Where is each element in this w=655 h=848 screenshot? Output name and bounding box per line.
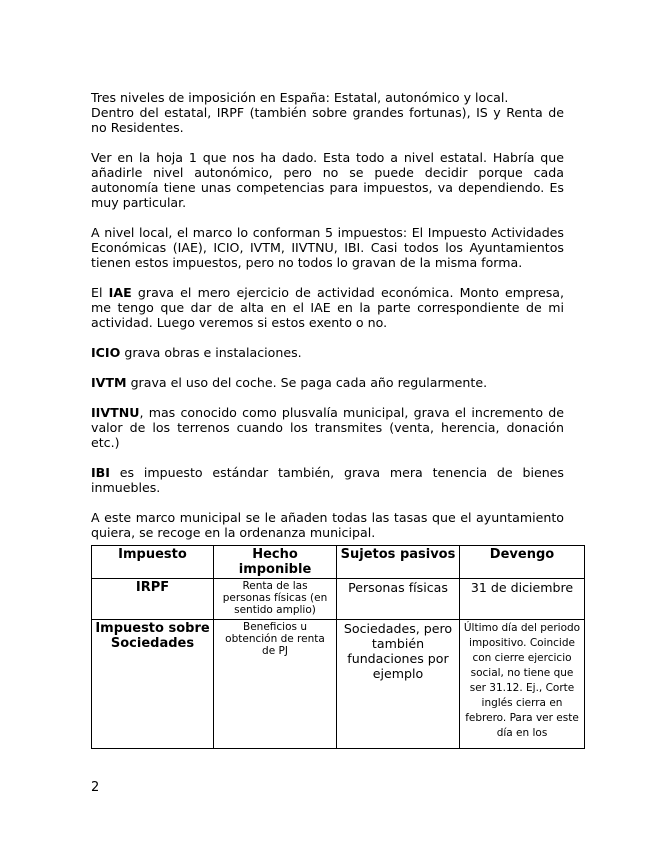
iivtnu-paragraph [91,405,564,450]
iivtnu-term: IIVTNU [91,405,140,420]
icio-paragraph [91,345,564,360]
iivtnu-text: , mas conocido como plusvalía municipal, grava el incremento de valor de los terrenos cuando los transmites (venta, herencia, donación etc.) [91,405,564,450]
page-number: 2 [91,780,100,795]
cell-impuesto: IRPF [92,579,214,620]
cell-devengo: 31 de diciembre [460,579,585,620]
iae-paragraph [91,285,564,330]
iae-prefix: El [91,285,109,300]
ibi-paragraph [91,465,564,495]
cell-devengo: Último día del periodo impositivo. Coincide con cierre ejercicio social, no tiene que ser 31.12. Ej., Corte inglés cierra en febrero. Para ver este día en los [460,620,585,749]
table-header-row [92,546,585,579]
cell-hecho-imponible: Renta de las personas físicas (en sentido amplio) [214,579,337,620]
icio-text: grava obras e instalaciones. [120,345,302,360]
icio-term: ICIO [91,345,121,360]
cell-impuesto: Impuesto sobre Sociedades [92,620,214,749]
table-row [92,620,585,749]
header-impuesto: Impuesto [92,546,214,579]
intro-paragraph [91,90,564,135]
iae-text: grava el mero ejercicio de actividad económica. Monto empresa, me tengo que dar de alta en el IAE en la parte correspondiente de mi actividad. Luego veremos si estos exento o no. [91,285,564,330]
ivtm-paragraph [91,375,564,390]
hoja-paragraph: Ver en la hoja 1 que nos ha dado. Esta todo a nivel estatal. Habría que añadirle nivel autonómico, pero no se puede decidir porque cada autonomía tiene unas competencias para impuestos, va dependiendo. Es muy particular. [91,150,564,210]
cell-sujetos-pasivos: Sociedades, pero también fundaciones por ejemplo [337,620,460,749]
intro-line-2: Dentro del estatal, IRPF (también sobre grandes fortunas), IS y Renta de no Residentes. [91,105,564,135]
ibi-term: IBI [91,465,110,480]
document-body [91,90,581,749]
cell-hecho-imponible: Beneficios u obtención de renta de PJ [214,620,337,749]
header-devengo: Devengo [460,546,585,579]
tax-table [91,545,585,749]
header-hecho-imponible: Hecho imponible [214,546,337,579]
table-row [92,579,585,620]
intro-line-1: Tres niveles de imposición en España: Estatal, autonómico y local. [91,90,509,105]
cell-sujetos-pasivos: Personas físicas [337,579,460,620]
ivtm-term: IVTM [91,375,127,390]
iae-term: IAE [108,285,132,300]
header-sujetos-pasivos: Sujetos pasivos [337,546,460,579]
local-taxes-paragraph: A nivel local, el marco lo conforman 5 impuestos: El Impuesto Actividades Económicas (IAE), ICIO, IVTM, IIVTNU, IBI. Casi todos los Ayuntamientos tienen estos impuestos, pero no todos lo gravan de la misma forma. [91,225,564,270]
marco-paragraph: A este marco municipal se le añaden todas las tasas que el ayuntamiento quiera, se recoge en la ordenanza municipal. [91,510,564,540]
ibi-text: es impuesto estándar también, grava mera tenencia de bienes inmuebles. [91,465,564,495]
ivtm-text: grava el uso del coche. Se paga cada año regularmente. [126,375,488,390]
